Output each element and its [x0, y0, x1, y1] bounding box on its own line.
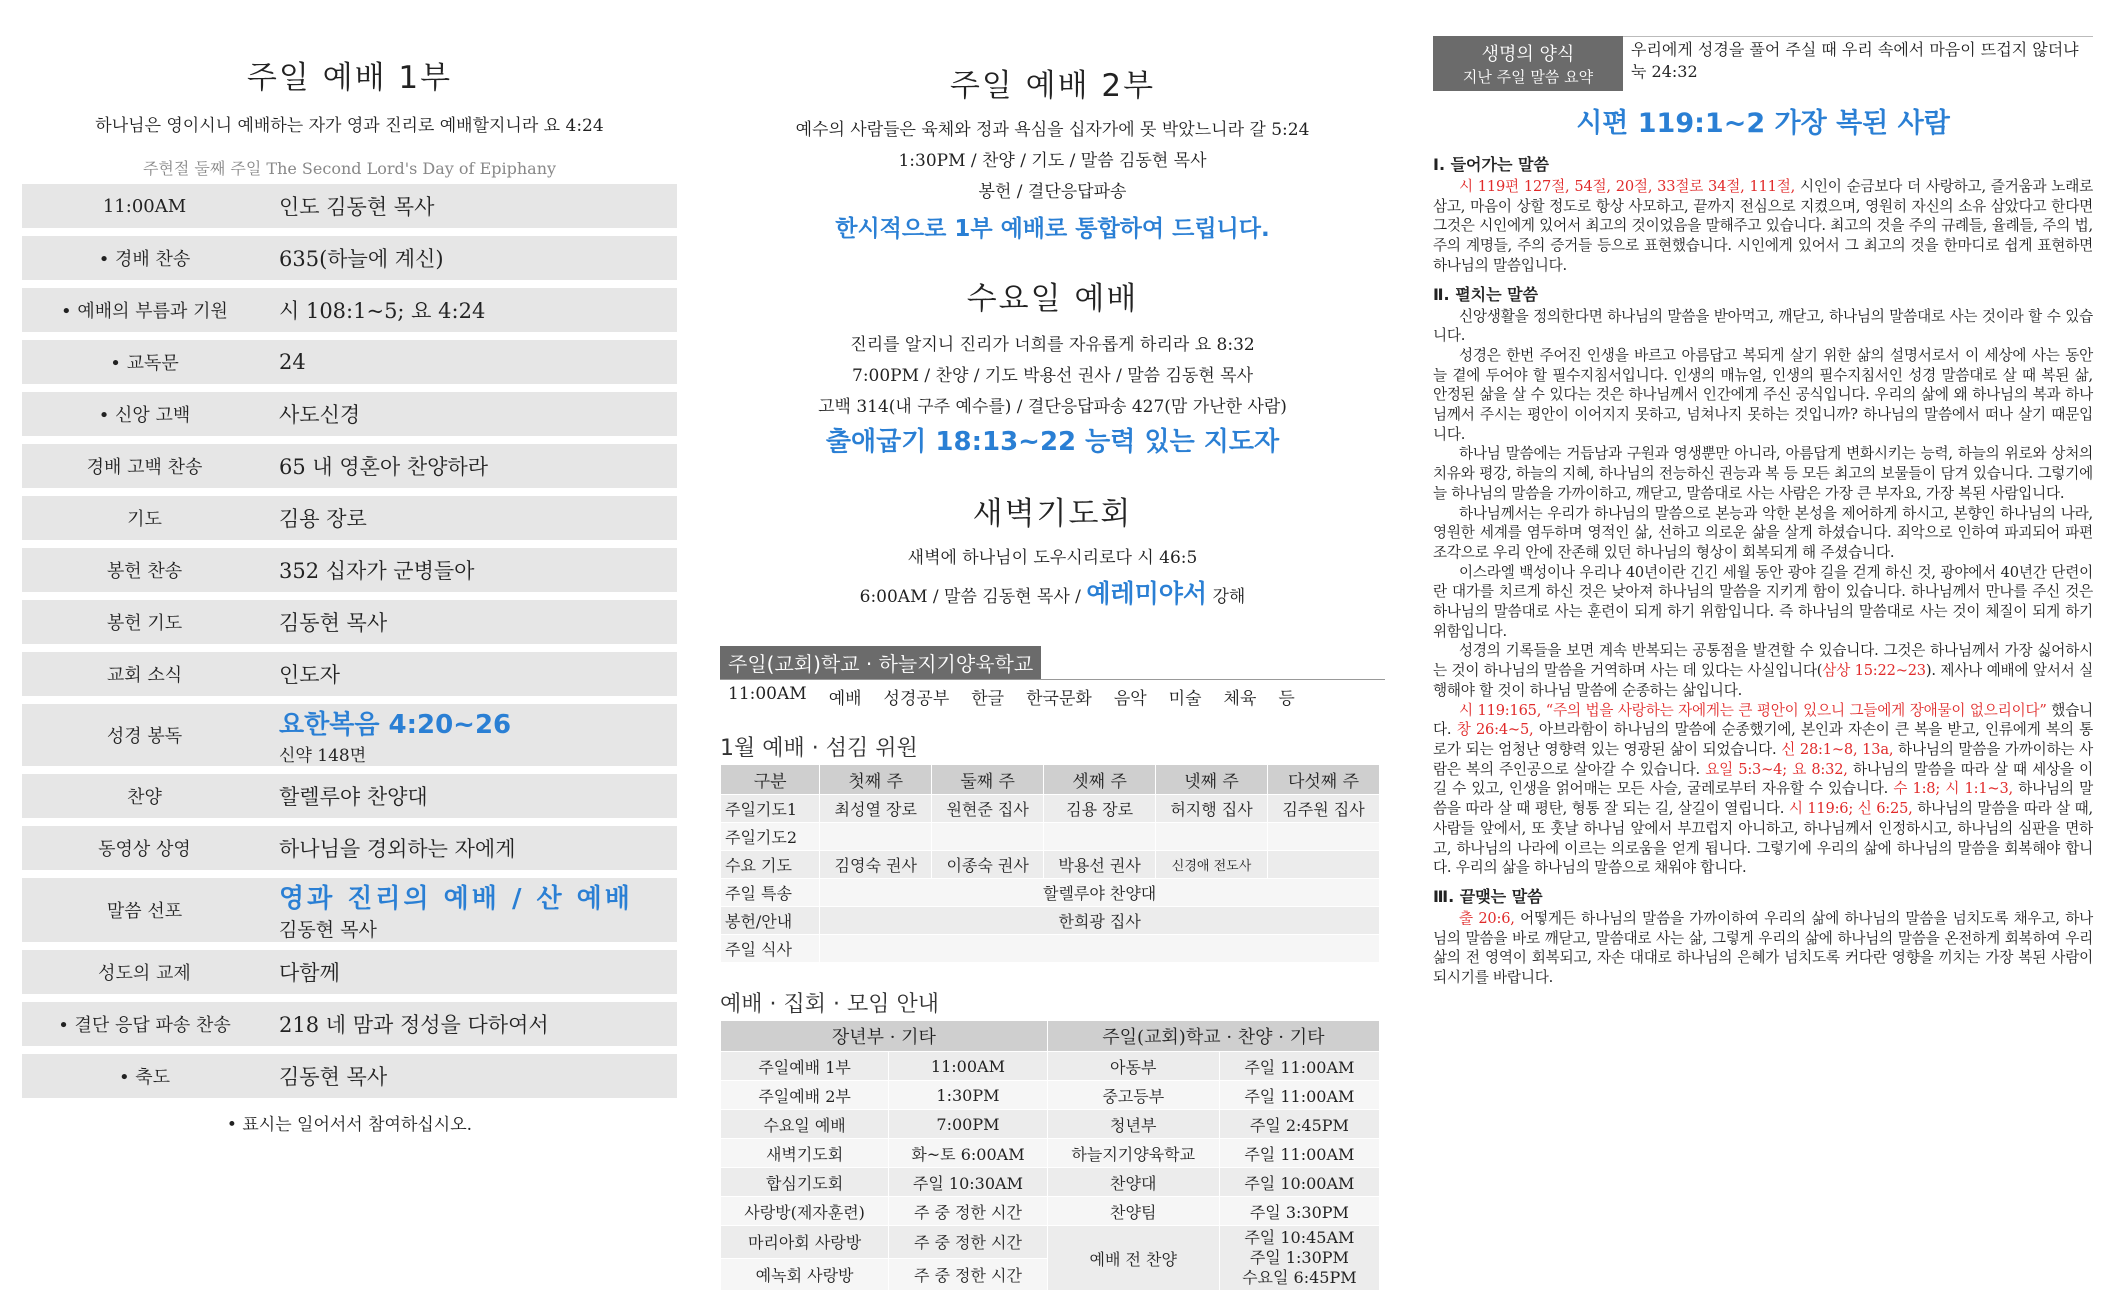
- meeting-cell: [1219, 1226, 1379, 1291]
- duty-cell: 할렐루야 찬양대: [820, 879, 1380, 907]
- duty-row: [721, 851, 1380, 879]
- paragraph-text: 하나님의 말씀을 따라 살 때 평탄, 형통 잘 되는 길, 살길이 열립니다.: [1433, 780, 2093, 818]
- wednesday-line2: 고백 314(내 구주 예수를) / 결단응답파송 427(맘 가난한 사람): [818, 397, 1287, 417]
- meeting-cell: 아동부: [1047, 1052, 1219, 1081]
- paragraph-text: 성경의 기록들을 보면 계속 반복되는 공통점을 발견할 수 있습니다. 그것은 하나님께서 가장 싫어하시는 것이 하나님의 말씀을 거역하며 사는 데 있다는 사실입니다(: [1433, 642, 2093, 680]
- duty-row: [721, 879, 1380, 907]
- order-label: 동영상 상영: [98, 839, 191, 860]
- order-row: [22, 826, 677, 870]
- order-row: [22, 288, 677, 332]
- red-reference: 신 28:1~8, 13a,: [1781, 740, 1894, 758]
- order-value: 24: [279, 350, 306, 374]
- duty-table: [720, 764, 1380, 963]
- order-value: 352 십자가 군병들아: [279, 559, 475, 583]
- service2-notice: 한시적으로 1부 예배로 통합하여 드립니다.: [835, 216, 1270, 242]
- paragraph: [1433, 641, 2093, 700]
- duty-cell: 주일기도2: [721, 823, 820, 851]
- order-row-scripture: [22, 704, 677, 766]
- order-value: [267, 878, 677, 942]
- duty-cell: 주일기도1: [721, 795, 820, 823]
- meeting-cell: 주 중 정한 시간: [889, 1226, 1048, 1259]
- paragraph-text: 아브라함이 하나님의 말씀에 순종했기에, 본인과 자손이 큰 복을 받고, 인류에게 복의 통로가 되는 엄청난 영향력 있는 영광된 삶이 되었습니다.: [1433, 721, 2093, 758]
- order-label: 11:00AM: [102, 195, 187, 217]
- wednesday-verse: 진리를 알지니 진리가 너희를 자유롭게 하리라 요 8:32: [850, 335, 1255, 355]
- order-row: [22, 444, 677, 488]
- duty-title: 1월 예배 · 섬김 위원: [720, 736, 918, 761]
- duty-header-cell: 셋째 주: [1044, 765, 1156, 795]
- meeting-cell: 주일예배 1부: [721, 1052, 889, 1081]
- duty-header-cell: 다섯째 주: [1268, 765, 1380, 795]
- order-label: 성경 봉독: [106, 726, 183, 747]
- order-label: • 예배의 부름과 기원: [61, 301, 228, 322]
- meeting-cell: 주일 11:00AM: [1219, 1081, 1379, 1110]
- order-label: • 축도: [118, 1067, 171, 1088]
- summary-title: 시편 119:1~2 가장 복된 사람: [1576, 108, 1950, 139]
- meeting-cell: 하늘지기양육학교: [1047, 1139, 1219, 1168]
- meeting-cell: 주 중 정한 시간: [889, 1258, 1048, 1291]
- summary-tag: [1433, 36, 1623, 91]
- meetings-header-school: 주일(교회)학교 · 찬양 · 기타: [1047, 1021, 1379, 1052]
- school-item: 음악: [1113, 689, 1147, 709]
- order-row: [22, 774, 677, 818]
- season-label: 주현절 둘째 주일 The Second Lord's Day of Epiphany: [142, 159, 557, 178]
- order-value: 218 네 맘과 정성을 다하여서: [279, 1013, 549, 1037]
- paragraph: [1433, 909, 2093, 988]
- service2-line1: 1:30PM / 찬양 / 기도 / 말씀 김동현 목사: [898, 151, 1207, 171]
- duty-header-cell: 첫째 주: [820, 765, 932, 795]
- school-bar: 주일(교회)학교 · 하늘지기양육학교: [720, 646, 1041, 679]
- paragraph: 성경은 한번 주어진 인생을 바르고 아름답고 복되게 살기 위한 삶의 설명서로서 이 세상에 사는 동안 늘 곁에 두어야 할 필수지침서입니다. 인생의 매뉴얼, 인생의 필수지침서인 성경 말씀대로 살 때 복된 삶, 안정된 삶을 살 수 있다는 것은 하나님께서 인간에게 주신 공식입니다. 우리의 삶에 왜 하나님의 복과 하나님께서 주시는 평안이 이어지지 못하고, 넘쳐나지 못하는 것입니까? 하나님의 말씀에서 떠나 살기 때문입니다.: [1433, 346, 2093, 443]
- wednesday-line1: 7:00PM / 찬양 / 기도 박용선 권사 / 말씀 김동현 목사: [852, 366, 1253, 386]
- duty-cell: 주일 특송: [721, 879, 820, 907]
- meeting-row: [721, 1110, 1380, 1139]
- school-section: [720, 646, 1385, 680]
- paragraph-text: 했습니다.: [1433, 701, 2093, 739]
- meeting-cell: 수요일 예배: [721, 1110, 889, 1139]
- tag-title: 생명의 양식: [1481, 44, 1575, 65]
- order-row: [22, 1002, 677, 1046]
- meetings-header-adult: 장년부 · 기타: [721, 1021, 1048, 1052]
- meeting-cell: 합심기도회: [721, 1168, 889, 1197]
- red-reference: 삼상 15:22~23: [1822, 662, 1926, 680]
- paragraph-text: 하나님의 말씀을 따라 살 때, 사람들 앞에서, 또 훗날 하나님 앞에서 부끄럽지 아니하고, 하나님께서 인정하시고, 하나님의 심판을 면하고, 하나님의 나라에 이르는 의로움을 얻게 됩니다. 그렇기에 우리의 삶에 하나님의 말씀을 회복해야 합니다. 우리의 삶을 하나님의 말씀으로 채워야 합니다.: [1433, 800, 2093, 877]
- meeting-time: 주일 10:45AM: [1244, 1228, 1355, 1247]
- order-label: 교회 소식: [106, 665, 183, 686]
- paragraph-text: 시인이 순금보다 더 사랑하고, 즐거움과 노래로 삼고, 마음이 상할 정도로 항상 사모하고, 끝까지 전심으로 지켰으며, 영원히 자신의 소유 삼았다고 한다면 그것은 시인에게 있어서 최고의 것이었음을 말해주고 있습니다. 최고의 것을 주의 규례들, 율례들, 주의 법, 주의 계명들, 주의 증거들 등으로 표현했습니다. 시인에게 있어서 그 최고의 것을 한마디로 쉽게 표현하면 하나님의 말씀입니다.: [1433, 178, 2093, 274]
- order-value: 635(하늘에 계신): [279, 247, 444, 271]
- meeting-cell: 주일 3:30PM: [1219, 1197, 1379, 1226]
- meetings-title: 예배 · 집회 · 모임 안내: [720, 992, 939, 1017]
- red-reference: 창 26:4~5,: [1456, 721, 1534, 739]
- order-label: 봉헌 기도: [106, 613, 183, 634]
- duty-cell: 김용 장로: [1044, 795, 1156, 823]
- meeting-row: [721, 1139, 1380, 1168]
- meeting-cell: 11:00AM: [889, 1052, 1048, 1081]
- meeting-cell: 마리아회 사랑방: [721, 1226, 889, 1259]
- service2-line2: 봉헌 / 결단응답파송: [978, 182, 1127, 202]
- order-label: • 결단 응답 파송 찬송: [58, 1015, 231, 1036]
- duty-cell: [820, 935, 1380, 963]
- paragraph: 하나님 말씀에는 거듭남과 구원과 영생뿐만 아니라, 아름답게 변화시키는 능력, 하늘의 위로와 상처의 치유와 평강, 하늘의 지혜, 하나님의 전능하신 권능과 복 등 모든 최고의 보물들이 담겨 있습니다. 그렇기에 늘 하나님의 말씀을 가까이하고, 깨닫고, 말씀대로 사는 사람은 가장 큰 부자요, 가장 복된 사람입니다.: [1433, 445, 2093, 502]
- order-value: 김동현 목사: [279, 611, 388, 635]
- school-items: [720, 684, 1385, 709]
- order-row: [22, 340, 677, 384]
- meetings-table: [720, 1020, 1380, 1291]
- order-value: 김동현 목사: [279, 1065, 388, 1089]
- duty-cell: 박용선 권사: [1044, 851, 1156, 879]
- duty-cell: 원현준 집사: [932, 795, 1044, 823]
- meeting-row: [721, 1226, 1380, 1259]
- order-row-sermon: [22, 878, 677, 942]
- column-sermon-summary: [1433, 0, 2093, 1275]
- duty-cell: [1156, 823, 1268, 851]
- tag-subtitle: 지난 주일 말씀 요약: [1462, 68, 1594, 86]
- school-item: 11:00AM: [728, 684, 807, 704]
- dawn-suffix: 강해: [1212, 587, 1246, 607]
- red-reference: 시 119:6; 신 6:25,: [1788, 800, 1913, 818]
- meeting-cell: 1:30PM: [889, 1081, 1048, 1110]
- meeting-cell: 새벽기도회: [721, 1139, 889, 1168]
- order-label: 찬양: [127, 787, 162, 808]
- meeting-cell: 7:00PM: [889, 1110, 1048, 1139]
- order-value: 할렐루야 찬양대: [279, 785, 428, 809]
- order-label: • 경배 찬송: [98, 249, 191, 270]
- meeting-cell: 예녹회 사랑방: [721, 1258, 889, 1291]
- meeting-cell: 중고등부: [1047, 1081, 1219, 1110]
- column-order-of-service: [22, 0, 677, 1275]
- dawn-title: 새벽기도회: [972, 496, 1133, 532]
- order-row: [22, 236, 677, 280]
- order-value: 인도자: [279, 663, 340, 687]
- paragraph-text: 어떻게든 하나님의 말씀을 가까이하여 우리의 삶에 하나님의 말씀을 넘치도록 채우고, 하나님의 말씀을 바로 깨닫고, 말씀대로 사는 삶, 그렇게 우리의 삶에 하나님의 말씀을 온전하게 회복하여 우리 삶의 전 영역이 회복되고, 자손 대대로 하나님의 은혜가 넘치도록 커다란 영향을 끼치는 가장 복된 사람이 되시기를 바랍니다.: [1433, 909, 2093, 987]
- scripture-reference: 요한복음 4:20~26: [279, 710, 512, 740]
- duty-cell: 봉헌/안내: [721, 907, 820, 935]
- meeting-row: [721, 1168, 1380, 1197]
- meeting-row: [721, 1052, 1380, 1081]
- duty-cell: [1268, 823, 1380, 851]
- order-row: [22, 950, 677, 994]
- school-item: 한글: [971, 689, 1005, 709]
- order-value: 다함께: [279, 961, 340, 985]
- footnote: • 표시는 일어서서 참여하십시오.: [226, 1115, 473, 1135]
- paragraph-text: 하나님의 말씀을 따라 살 때 세상을 이길 수 있고, 인생을 얽어매는 모든 사슬, 굴레로부터 자유할 수 있습니다.: [1433, 760, 2093, 798]
- order-value: 시 108:1~5; 요 4:24: [279, 299, 486, 323]
- duty-cell: 수요 기도: [721, 851, 820, 879]
- meeting-cell: 주일 11:00AM: [1219, 1052, 1379, 1081]
- meeting-cell: 찬양대: [1047, 1168, 1219, 1197]
- order-row: [22, 600, 677, 644]
- order-value: 65 내 영혼아 찬양하라: [279, 455, 489, 479]
- summary-header: [1433, 36, 2093, 91]
- meeting-row: [721, 1197, 1380, 1226]
- duty-cell: [932, 823, 1044, 851]
- order-row: [22, 392, 677, 436]
- order-value: [267, 704, 677, 766]
- meeting-cell: 찬양팀: [1047, 1197, 1219, 1226]
- duty-row: [721, 795, 1380, 823]
- meeting-cell: 주일 2:45PM: [1219, 1110, 1379, 1139]
- school-item: 성경공부: [883, 689, 950, 709]
- paragraph: 이스라엘 백성이나 우리나 40년이란 긴긴 세월 동안 광야 길을 걷게 하신 것, 광야에서 40년간 단련이란 대가를 치르게 하신 것은 낮아져 하나님의 말씀을 지키게 함이 있습니다. 하나님께서 만나를 주신 것은 하나님의 말씀대로 사는 훈련이 되게 하기 위함입니다. 즉 하나님의 말씀대로 사는 것이 체질이 되게 하기 위함입니다.: [1433, 563, 2093, 640]
- duty-cell: [1044, 823, 1156, 851]
- sermon-title: 영과 진리의 예배 / 산 예배: [279, 884, 633, 914]
- meeting-row: [721, 1081, 1380, 1110]
- duty-cell: [1268, 851, 1380, 879]
- duty-cell: 김주원 집사: [1268, 795, 1380, 823]
- meeting-time: 수요일 6:45PM: [1242, 1268, 1357, 1287]
- red-reference: 시 119:165, “주의 법을 사랑하는 자에게는 큰 평안이 있으니 그들에게 장애물이 없으리이다”: [1459, 701, 2047, 719]
- dawn-time: 6:00AM / 말씀 김동현 목사 /: [859, 587, 1081, 607]
- dawn-verse: 새벽에 하나님이 도우시리로다 시 46:5: [907, 548, 1198, 568]
- paragraph: [1433, 177, 2093, 276]
- duty-header-cell: 구분: [721, 765, 820, 795]
- school-item: 예배: [828, 689, 862, 709]
- column-services: [720, 0, 1385, 1287]
- meeting-cell: 주 중 정한 시간: [889, 1197, 1048, 1226]
- order-label: 봉헌 찬송: [106, 561, 183, 582]
- meeting-cell: 주일예배 2부: [721, 1081, 889, 1110]
- dawn-line: [720, 574, 1385, 610]
- duty-cell: 한희광 집사: [820, 907, 1380, 935]
- duty-cell: 최성열 장로: [820, 795, 932, 823]
- service2-verse: 예수의 사람들은 육체와 정과 욕심을 십자가에 못 박았느니라 갈 5:24: [795, 120, 1310, 140]
- meeting-time: 주일 1:30PM: [1249, 1248, 1349, 1267]
- meeting-cell: 사랑방(제자훈련): [721, 1197, 889, 1226]
- order-label: 성도의 교제: [98, 963, 191, 984]
- sermon-preacher: 김동현 목사: [279, 919, 377, 941]
- order-value: 김용 장로: [279, 507, 367, 531]
- wednesday-sermon: 출애굽기 18:13~22 능력 있는 지도자: [825, 427, 1280, 457]
- paragraph: [1433, 701, 2093, 878]
- duty-cell: 신경애 전도사: [1156, 851, 1268, 879]
- duty-cell: 김영숙 권사: [820, 851, 932, 879]
- meeting-cell: 화~토 6:00AM: [889, 1139, 1048, 1168]
- wednesday-title: 수요일 예배: [966, 281, 1139, 317]
- order-row: [22, 496, 677, 540]
- order-label: 기도: [127, 509, 162, 530]
- duty-row: [721, 935, 1380, 963]
- red-reference: 요일 5:3~4; 요 8:32,: [1705, 760, 1848, 778]
- duty-cell: [820, 823, 932, 851]
- service1-title: 주일 예배 1부: [246, 60, 453, 96]
- red-reference: 시 119편 127절, 54절, 20절, 33절로 34절, 111절,: [1459, 178, 1796, 195]
- paragraph-text: 하나님의 말씀을 가까이하는 사람은 복의 주인공으로 살아갈 수 있습니다.: [1433, 740, 2093, 778]
- order-label: 말씀 선포: [106, 901, 183, 922]
- order-of-service: [22, 184, 677, 1135]
- duty-header-cell: 둘째 주: [932, 765, 1044, 795]
- duty-cell: 허지행 집사: [1156, 795, 1268, 823]
- order-row: [22, 184, 677, 228]
- scripture-page: 신약 148면: [279, 746, 367, 766]
- meeting-cell: 주일 11:00AM: [1219, 1139, 1379, 1168]
- meeting-cell: 예배 전 찬양: [1047, 1226, 1219, 1291]
- order-label: • 교독문: [110, 353, 179, 374]
- school-item: 체육: [1223, 689, 1257, 709]
- duty-row: [721, 823, 1380, 851]
- duty-header-cell: 넷째 주: [1156, 765, 1268, 795]
- duty-row: [721, 907, 1380, 935]
- service2-title: 주일 예배 2부: [949, 68, 1156, 104]
- section-conclusion: Ⅲ. 끝맺는 말씀: [1433, 886, 1543, 906]
- school-item: 등: [1278, 689, 1295, 709]
- school-item: 한국문화: [1026, 689, 1092, 709]
- meeting-cell: 청년부: [1047, 1110, 1219, 1139]
- red-reference: 수 1:8; 시 1:1~3,: [1893, 780, 2013, 798]
- paragraph-text: ). 제사나 예배에 앞서서 실행해야 할 것이 하나님 말씀에 순종하는 삶입니다.: [1433, 662, 2093, 699]
- section-intro: Ⅰ. 들어가는 말씀: [1433, 155, 1549, 174]
- order-row: [22, 652, 677, 696]
- red-reference: 출 20:6,: [1459, 909, 1515, 927]
- dawn-book: 예레미야서: [1086, 579, 1208, 608]
- paragraph: 하나님께서는 우리가 하나님의 말씀으로 본능과 악한 본성을 제어하게 하시고, 본향인 하나님의 나라, 영원한 세계를 염두하며 영적인 삶, 선하고 의로운 삶을 살게 하셨습니다. 죄악으로 인하여 파괴되어 파편 조각으로 우리 안에 잔존해 있던 하나님의 형상이 회복되게 해 주셨습니다.: [1433, 504, 2093, 561]
- order-row: [22, 548, 677, 592]
- meeting-cell: 주일 10:30AM: [889, 1168, 1048, 1197]
- summary-verse: 우리에게 성경을 풀어 주실 때 우리 속에서 마음이 뜨겁지 않더냐 눅 24:32: [1623, 36, 2093, 91]
- order-value: 인도 김동현 목사: [279, 195, 435, 219]
- duty-cell: 이종숙 권사: [932, 851, 1044, 879]
- paragraph: 신앙생활을 정의한다면 하나님의 말씀을 받아먹고, 깨닫고, 하나님의 말씀대로 사는 것이라 할 수 있습니다.: [1433, 307, 2093, 345]
- order-row: [22, 1054, 677, 1098]
- order-label: • 신앙 고백: [98, 405, 191, 426]
- order-value: 사도신경: [279, 403, 361, 427]
- order-value: 하나님을 경외하는 자에게: [279, 837, 516, 861]
- meeting-cell: 주일 10:00AM: [1219, 1168, 1379, 1197]
- school-item: 미술: [1168, 689, 1202, 709]
- service1-verse: 하나님은 영이시니 예배하는 자가 영과 진리로 예배할지니라 요 4:24: [95, 116, 604, 136]
- duty-cell: 주일 식사: [721, 935, 820, 963]
- section-body: Ⅱ. 펼치는 말씀: [1433, 284, 1539, 304]
- order-label: 경배 고백 찬송: [86, 457, 203, 478]
